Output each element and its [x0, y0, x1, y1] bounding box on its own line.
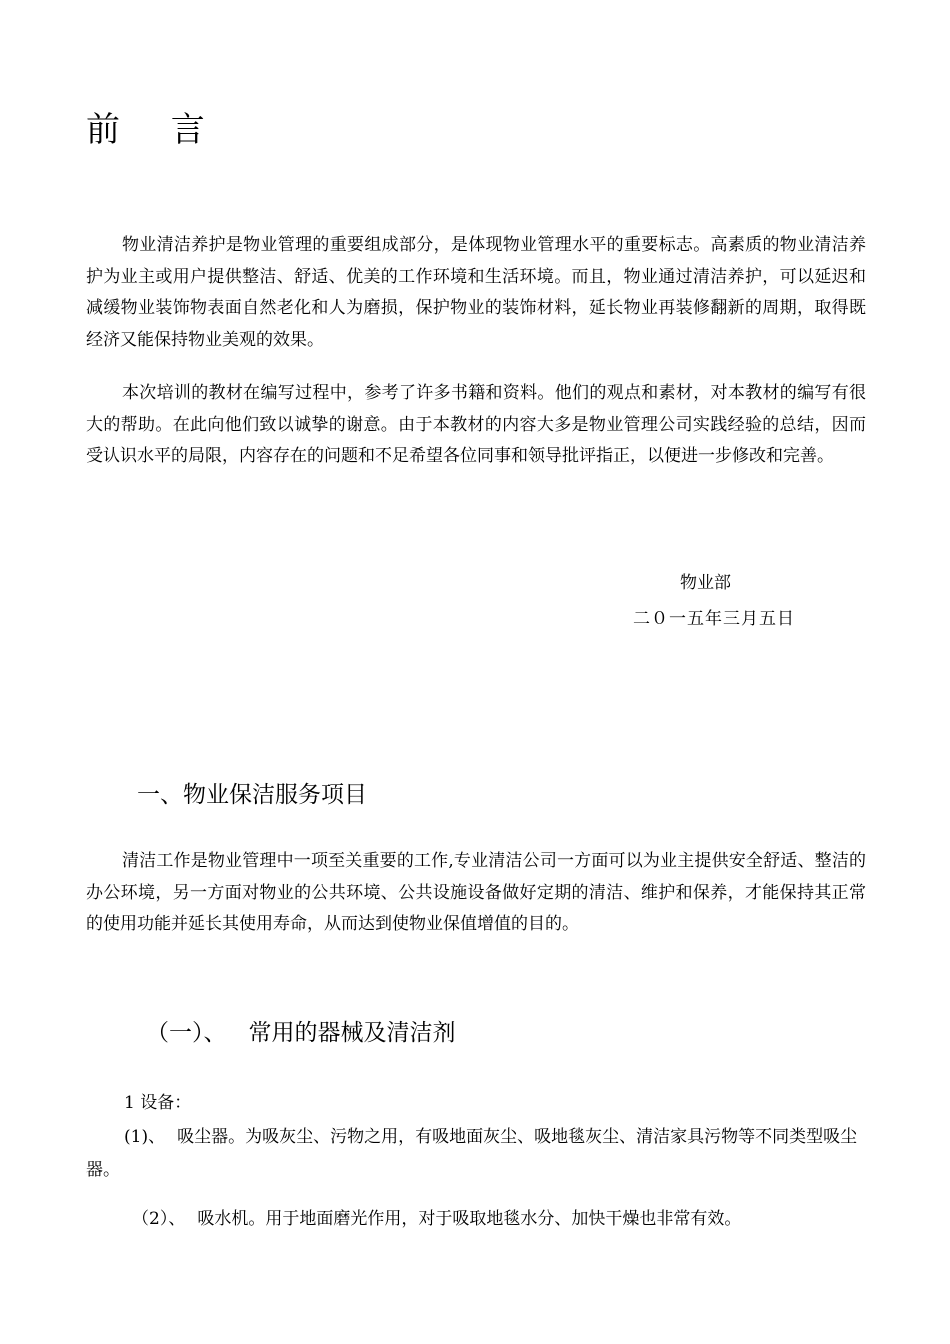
subsection-number: （一）、 [146, 1020, 227, 1046]
preface-paragraph-1: 物业清洁养护是物业管理的重要组成部分，是体现物业管理水平的重要标志。高素质的物业清洁养护为业主或用户提供整洁、舒适、优美的工作环境和生活环境。而且，物业通过清洁养护，可以延迟和减缓物业装饰物表面自然老化和人为磨损，保护物业的装饰材料，延长物业再装修翻新的周期，取得既经济又能保持物业美观的效果。 [86, 235, 866, 350]
preface-paragraph-2: 本次培训的教材在编写过程中，参考了许多书籍和资料。他们的观点和素材，对本教材的编写有很大的帮助。在此向他们致以诚挚的谢意。由于本教材的内容大多是物业管理公司实践经验的总结，因而受认识水平的局限，内容存在的问题和不足希望各位同事和领导批评指正，以便进一步修改和完善。 [86, 383, 866, 466]
list-item-text: 吸尘器。为吸灰尘、污物之用，有吸地面灰尘、吸地毯灰尘、清洁家具污物等不同类型吸尘器。 [86, 1127, 858, 1180]
list-item-text: 吸水机。用于地面磨光作用，对于吸取地毯水分、加快干燥也非常有效。 [197, 1209, 742, 1229]
list-item [86, 1121, 866, 1187]
section-paragraph: 清洁工作是物业管理中一项至关重要的工作,专业清洁公司一方面可以为业主提供安全舒适、整洁的办公环境，另一方面对物业的公共环境、公共设施设备做好定期的清洁、维护和保养，才能保持其正常的使用功能并延长其使用寿命，从而达到使物业保值增值的目的。 [86, 851, 866, 934]
list-item [132, 1204, 741, 1229]
list-item-number: (1)、 [124, 1127, 166, 1147]
signature-org: 物业部 [680, 573, 731, 593]
list-item-number: （2）、 [132, 1209, 186, 1229]
list-heading: 1 设备： [124, 1093, 192, 1113]
section-heading: 一、物业保洁服务项目 [137, 782, 367, 808]
subsection-title: 常用的器械及清洁剂 [248, 1020, 456, 1046]
signature-date: 二０一五年三月五日 [633, 609, 795, 629]
subsection-heading [146, 1014, 456, 1047]
preface-title: 前 言 [86, 110, 225, 150]
